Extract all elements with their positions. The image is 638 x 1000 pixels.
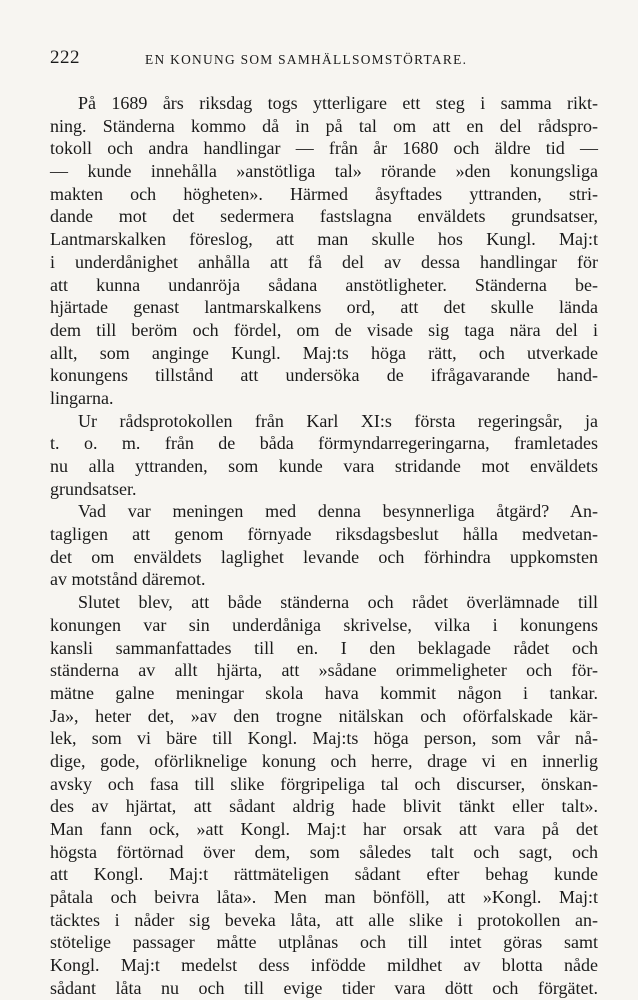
text-line: att Kongl. Maj:t rättmäteligen sådant efter behag kunde (50, 864, 598, 885)
text-line: tagligen att genom förnyade riksdagsbeslut hålla medvetan- (50, 524, 598, 545)
text-line: ständerna av allt hjärta, att »sådane orimmeligheter och för- (50, 660, 598, 681)
text-line: Kongl. Maj:t medelst dess infödde mildhet av blotta nåde (50, 955, 598, 976)
text-line: makten och högheten». Härmed åsyftades yttranden, stri- (50, 183, 598, 204)
text-line: des av hjärtat, att sådant aldrig hade blivit tänkt eller talt». (50, 796, 598, 817)
page-header (50, 47, 595, 71)
text-line: högsta förtörnad över dem, som således talt och sagt, och (50, 841, 598, 862)
text-line: konungen var sin underdåniga skrivelse, vilka i konungens (50, 614, 598, 635)
text-line: mätne galne meningar skola hava kommit någon i tankar. (50, 682, 598, 703)
text-line: Slutet blev, att både ständerna och rådet överlämnade till (78, 592, 598, 613)
text-line: påtala och beivra låta». Men man bönföll, att »Kongl. Maj:t (50, 887, 598, 908)
text-line: dem till beröm och fördel, om de visade sig taga nära del i (50, 319, 598, 340)
text-line: grundsatser. (50, 478, 137, 499)
text-line: avsky och fasa till slike förgripeliga tal och discurser, önskan- (50, 773, 598, 794)
text-line: dande mot det sedermera fastslagna enväldets grundsatser, (50, 206, 598, 227)
page-number: 222 (50, 47, 80, 68)
text-line: På 1689 års riksdag togs ytterligare ett steg i samma rikt- (78, 93, 598, 113)
text-line: — kunde innehålla »anstötliga tal» rörande »den konungsliga (50, 161, 598, 182)
text-line: konungens tillstånd att undersöka de ifrågavarande hand- (50, 365, 598, 386)
text-line: av motstånd däremot. (50, 569, 206, 590)
text-line: sådant låta nu och till evige tider vara dött och förgätet. (50, 977, 598, 998)
text-line: t. o. m. från de båda förmyndarregeringarna, framletades (50, 433, 598, 454)
text-line: Man fann ock, »att Kongl. Maj:t har orsak att vara på det (50, 819, 598, 839)
text-line: Vad var meningen med denna besynnerliga åtgärd? An- (78, 501, 598, 522)
text-line: allt, som anginge Kungl. Maj:ts höga rätt, och utverkade (50, 342, 598, 363)
text-line: hjärtade genast lantmarskalkens ord, att det skulle lända (50, 297, 598, 318)
text-line: lek, som vi bäre till Kongl. Maj:ts höga person, som vår nå- (50, 728, 598, 749)
text-line: tokoll och andra handlingar — från år 1680 och äldre tid — (50, 138, 598, 159)
text-line: Lantmarskalken föreslog, att man skulle hos Kungl. Maj:t (50, 229, 598, 250)
text-line: Ur rådsprotokollen från Karl XI:s första regeringsår, ja (78, 410, 598, 431)
text-line: täcktes i nåder sig beveka låta, att alle slike i protokollen an- (50, 909, 598, 930)
body-text (50, 92, 598, 1000)
text-line: ning. Ständerna kommo då in på tal om att en del rådspro- (50, 115, 598, 136)
running-title: EN KONUNG SOM SAMHÄLLSOMSTÖRTARE. (145, 52, 468, 67)
text-line: dige, gode, oförliknelige konung och herre, drage vi en innerlig (50, 750, 598, 771)
text-line: kansli sammanfattades till en. I den beklagade rådet och (50, 637, 598, 658)
text-line: Ja», heter det, »av den trogne nitälskan och oförfalskade kär- (50, 705, 598, 726)
text-line: lingarna. (50, 387, 114, 408)
text-line: stötelige passager måtte utplånas och till intet göras samt (50, 932, 598, 953)
text-line: nu alla yttranden, som kunde vara stridande mot enväldets (50, 456, 598, 476)
text-line: det om enväldets laglighet levande och förhindra uppkomsten (50, 546, 598, 567)
text-line: att kunna undanröja sådana anstötligheter. Ständerna be- (50, 274, 598, 295)
text-line: i underdånighet anhålla att få del av dessa handlingar för (50, 251, 598, 272)
